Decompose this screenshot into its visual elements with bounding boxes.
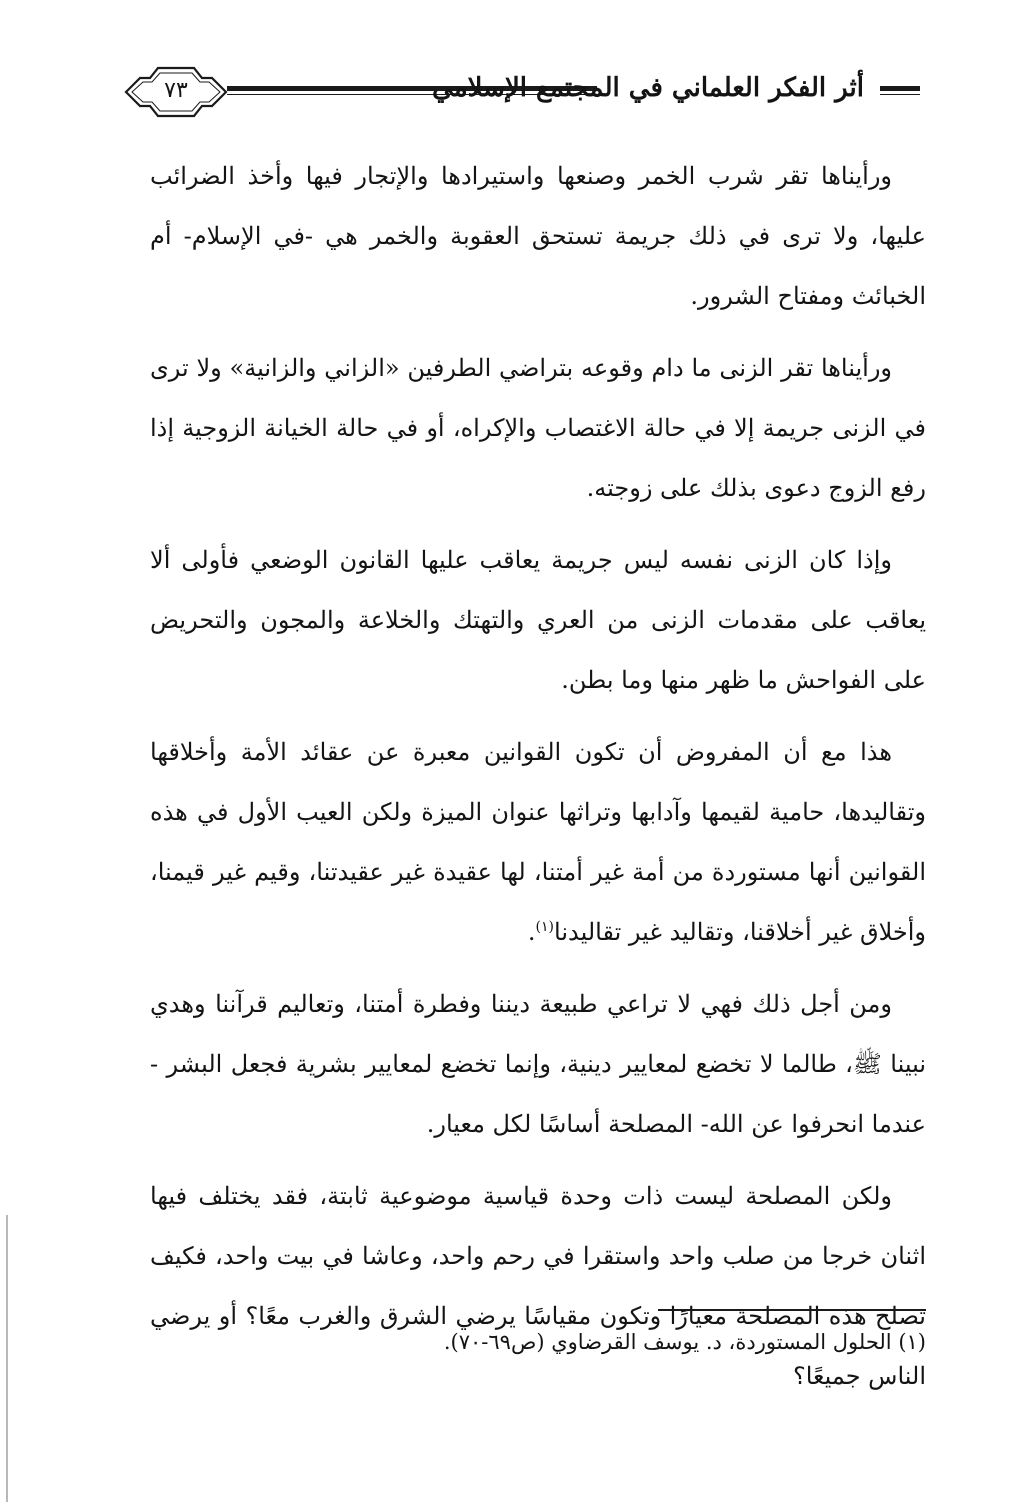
running-title: أثر الفكر العلماني في المجتمع الإسلامي — [432, 73, 864, 103]
footnote-reference: (١) — [535, 919, 554, 935]
footnote: (١) الحلول المستوردة، د. يوسف القرضاوي (ص٦٩-٧٠). — [443, 1330, 926, 1354]
page-number: ٧٣ — [164, 78, 188, 103]
paragraph: ومن أجل ذلك فهي لا تراعي طبيعة ديننا وفطرة أمتنا، وتعاليم قرآننا وهدي نبينا ﷺ، طالما لا تخضع لمعايير دينية، وإنما تخضع لمعايير بشرية فجعل البشر - عندما انحرفوا عن الله- المصلحة أساسًا لكل معيار. — [150, 990, 926, 1138]
scan-edge-line — [6, 1215, 8, 1502]
paragraph-text: هذا مع أن المفروض أن تكون القوانين معبرة عن عقائد الأمة وأخلاقها وتقاليدها، حامية لقيمها وآدابها وتراثها عنوان الميزة ولكن العيب الأول في هذه القوانين أنها مستوردة من أمة غير أمتنا، لها عقيدة غير عقيدتنا، وقيم غير قيمنا، وأخلاق غير أخلاقنا، وتقاليد غير تقاليدنا — [150, 738, 926, 946]
main-text — [150, 146, 926, 1406]
header-rule-right — [880, 86, 920, 95]
footnote-separator — [658, 1309, 926, 1311]
paragraph: ورأيناها تقر شرب الخمر وصنعها واستيرادها والإتجار فيها وأخذ الضرائب عليها، ولا ترى في ذلك جريمة تستحق العقوبة والخمر هي -في الإسلام- أم الخبائث ومفتاح الشرور. — [150, 162, 926, 310]
paragraph: وإذا كان الزنى نفسه ليس جريمة يعاقب عليها القانون الوضعي فأولى ألا يعاقب على مقدمات الزنى من العري والتهتك والخلاعة والمجون والتحريض على الفواحش ما ظهر منها وما بطن. — [150, 546, 926, 694]
paragraph: ولكن المصلحة ليست ذات وحدة قياسية موضوعية ثابتة، فقد يختلف فيها اثنان خرجا من صلب واحد واستقرا في رحم واحد، وعاشا في بيت واحد، فكيف تصلح هذه المصلحة معيارًا وتكون مقياسًا يرضي الشرق والغرب معًا؟ أو يرضي الناس جميعًا؟ — [150, 1182, 927, 1390]
paragraph-with-footnote — [150, 722, 926, 962]
paragraph: ورأيناها تقر الزنى ما دام وقوعه بتراضي الطرفين «الزاني والزانية» ولا ترى في الزنى جريمة إلا في حالة الاغتصاب والإكراه، أو في حالة الخيانة الزوجية إذا رفع الزوج دعوى بذلك على زوجته. — [150, 354, 926, 502]
page-number-badge — [120, 62, 232, 122]
paragraph-end-mark: . — [527, 918, 536, 946]
page-header — [120, 62, 920, 122]
